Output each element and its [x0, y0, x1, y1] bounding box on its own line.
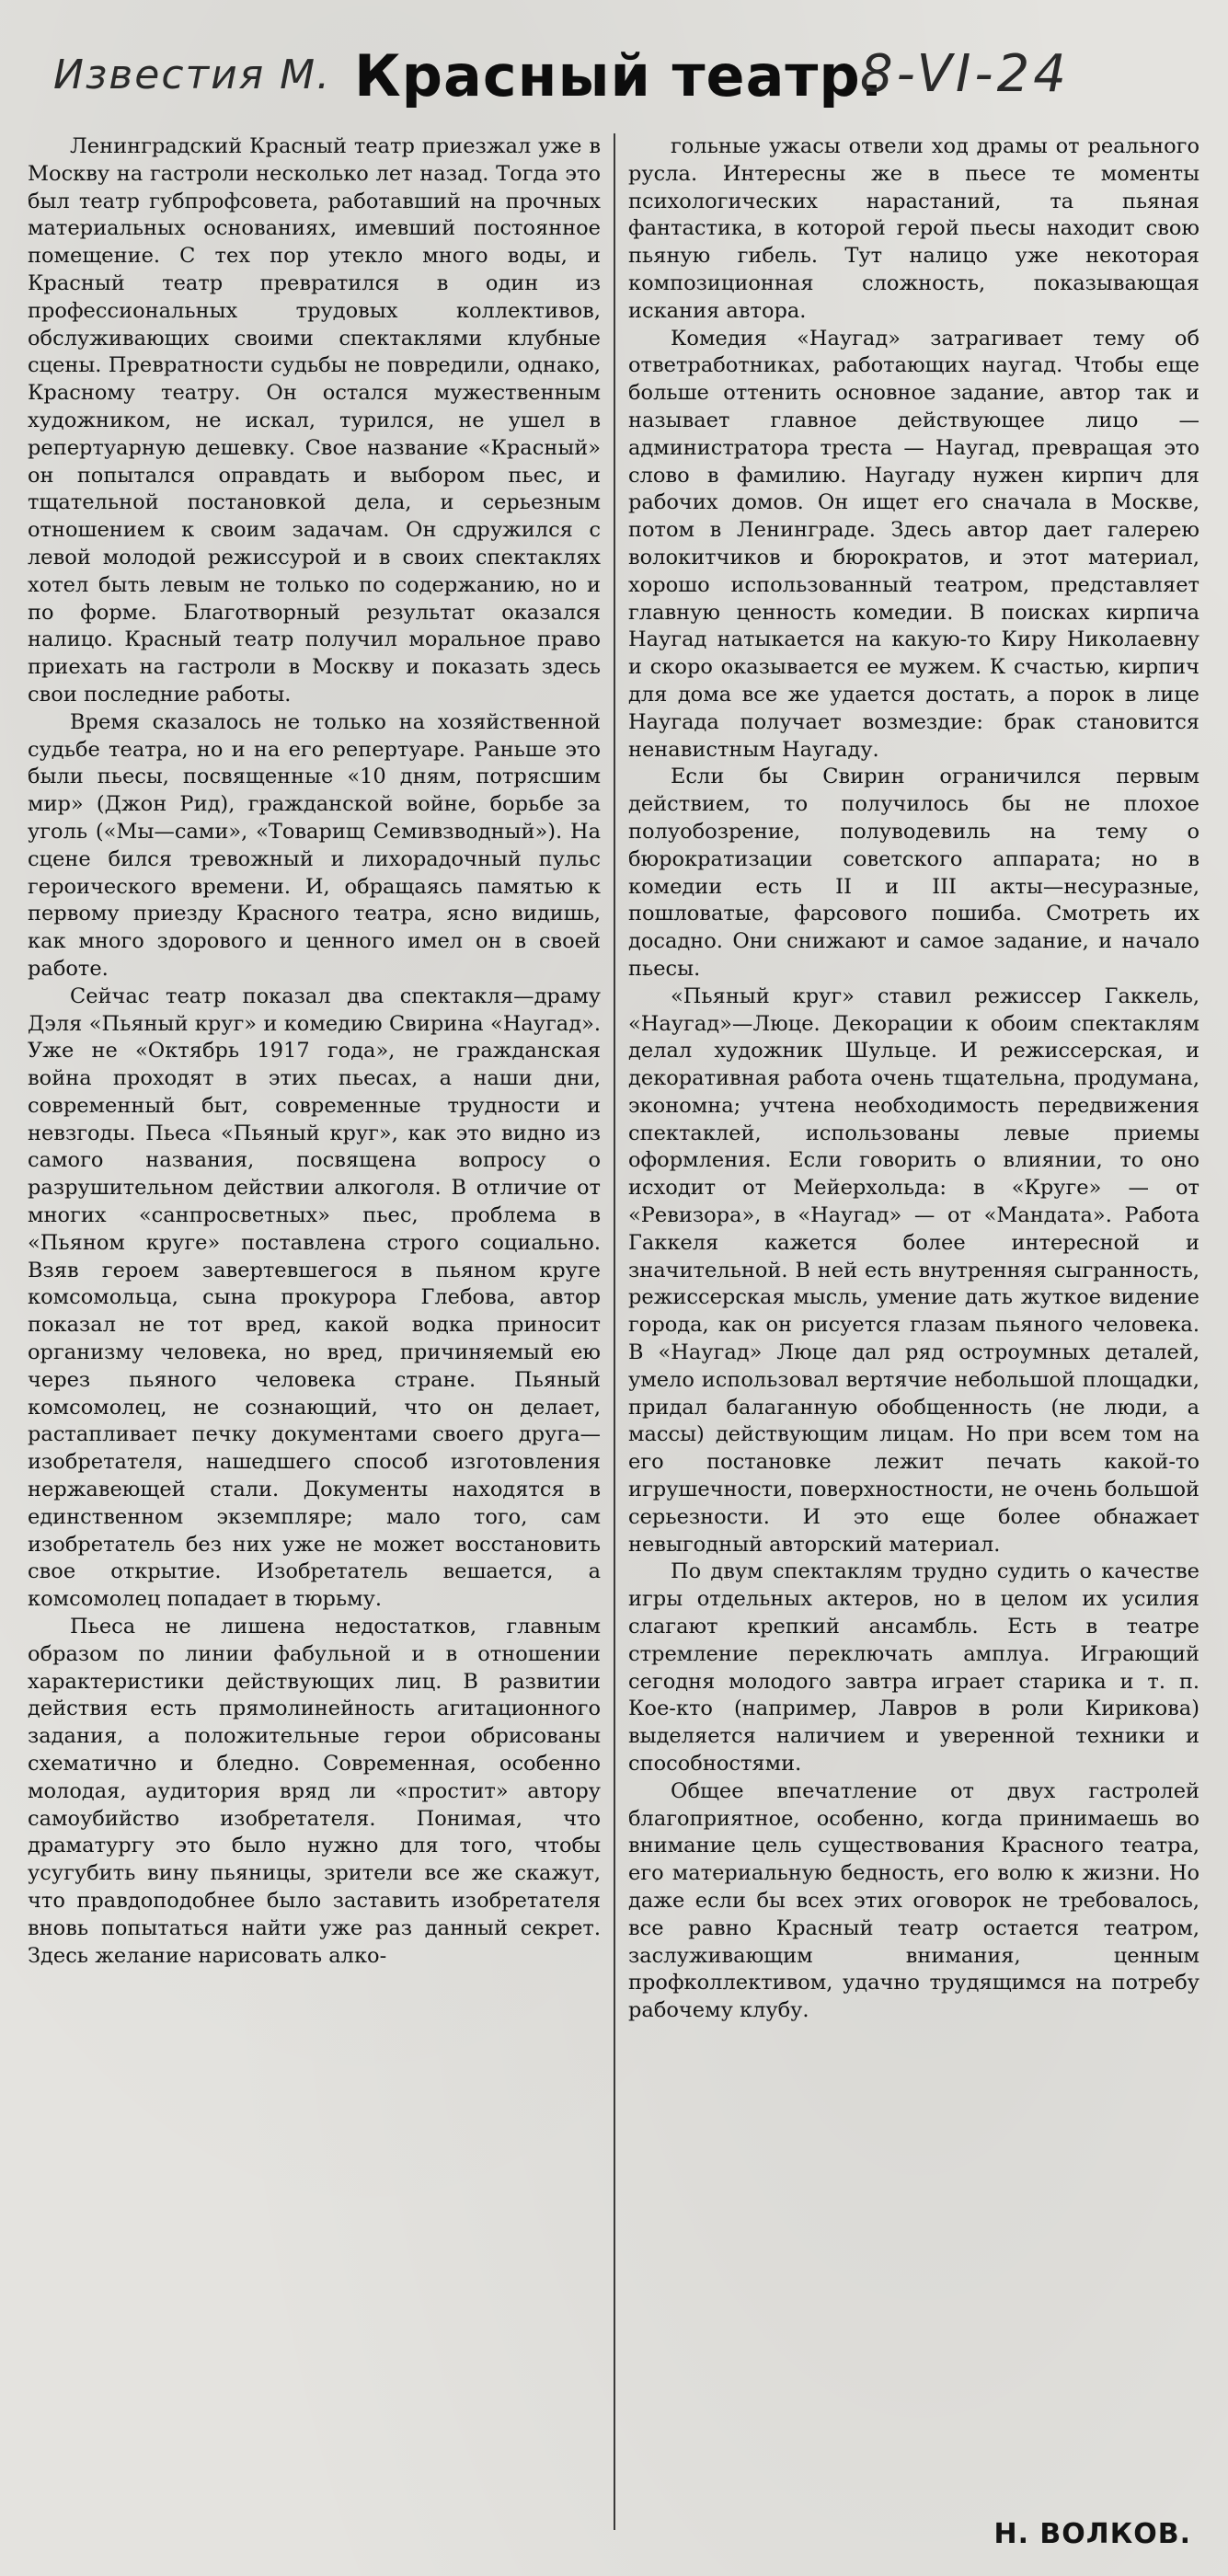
paragraph: Если бы Свирин ограничился первым действием, то получилось бы не плохое полуобозрение, полуводевиль на тему о бюрократизации советского аппарата; но в комедии есть II и III акты—несуразные, пошловатые, фарсового пошиба. Смотреть их досадно. Они снижают и самое задание, и начало пьесы.: [628, 765, 1199, 981]
article-title: Красный театр.: [354, 42, 884, 109]
paragraph: Время сказалось не только на хозяйственной судьбе театра, но и на его репертуаре. Раньше это были пьесы, посвященные «10 дням, потрясшим мир» (Джон Рид), гражданской войне, борьбе за уголь («Мы—сами», «Товарищ Семивзводный»). На сцене бился тревожный и лихорадочный пульс героического времени. И, обращаясь памятью к первому приезду Красного театра, ясно видишь, как много здорового и ценного имел он в своей работе.: [28, 709, 601, 981]
masthead: [0, 37, 1228, 138]
right-column: [614, 133, 1199, 2530]
paragraph: Сейчас театр показал два спектакля—драму Дэля «Пьяный круг» и комедию Свирина «Наугад». Уже не «Октябрь 1917 года», не гражданская война проходят в этих пьесах, а наши дни, современный быт, современные трудности и невзгоды. Пьеса «Пьяный круг», как это видно из самого названия, посвящена вопросу о разрушительном действии алкоголя. В отличие от многих «санпросветных» пьес, проблема в «Пьяном круге» поставлена строго социально. Взяв героем завертевшегося в пьяном круге комсомольца, сына прокурора Глебова, автор показал не тот вред, какой водка приносит организму человека, но вред, причиняемый ею через пьяного человека стране. Пьяный комсомолец, не сознающий, что он делает, растапливает печку документами своего друга—изобретателя, нашедшего способ изготовления нержавеющей стали. Документы находятся в единственном экземпляре; мало того, сам изобретатель без них уже не может восстановить свое открытие. Изобретатель вешается, а комсомолец попадает в тюрьму.: [28, 983, 601, 1612]
article-body: [28, 133, 1200, 2530]
paragraph: Общее впечатление от двух гастролей благоприятное, особенно, когда принимаешь во внимание цель существования Красного театра, его материальную бедность, его волю к жизни. Но даже если бы всех этих оговорок не требовалось, все равно Красный театр остается театром, заслуживающим внимания, ценным профколлективом, удачно трудящимся на потребу рабочему клубу.: [628, 1778, 1199, 2023]
handwritten-source-note: Известия М.: [53, 52, 332, 98]
left-column: [28, 133, 614, 2530]
paragraph: Пьеса не лишена недостатков, главным образом по линии фабульной и в отношении характеристики действующих лиц. В развитии действия есть прямолинейность агитационного задания, а положительные герои обрисованы схематично и бледно. Современная, особенно молодая, аудитория вряд ли «простит» автору самоубийство изобретателя. Понимая, что драматургу это было нужно для того, чтобы усугубить вину пьяницы, зрители все же скажут, что правдоподобнее было заставить изобретателя вновь попытаться найти уже раз данный секрет. Здесь желание нарисовать алко-: [28, 1615, 601, 1968]
paragraph: Комедия «Наугад» затрагивает тему об ответработниках, работающих наугад. Чтобы еще больше оттенить основное задание, автор так и называет главное действующее лицо — администратора треста — Наугад, превращая это слово в фамилию. Наугаду нужен кирпич для рабочих домов. Он ищет его сначала в Москве, потом в Ленинграде. Здесь автор дает галерею волокитчиков и бюрократов, и этот материал, хорошо использованный театром, представляет главную ценность комедии. В поисках кирпича Наугад натыкается на какую-то Киру Николаевну и скоро оказывается ее мужем. К счастью, кирпич для дома все же удается достать, а порок в лице Наугада получает возмездие: брак становится ненавистным Наугаду.: [628, 326, 1199, 762]
paragraph: гольные ужасы отвели ход драмы от реального русла. Интересны же в пьесе те моменты психологических нарастаний, та пьяная фантастика, в которой герой пьесы находит свою пьяную гибель. Тут налицо уже некоторая композиционная сложность, показывающая искания автора.: [628, 134, 1199, 323]
paragraph: По двум спектаклям трудно судить о качестве игры отдельных актеров, но в целом их усилия слагают крепкий ансамбль. Есть в театре стремление переключать амплуа. Играющий сегодня молодого завтра играет старика и т. п. Кое-кто (например, Лавров в роли Кирикова) выделяется наличием и уверенной техники и способностями.: [628, 1559, 1199, 1777]
author-signature: Н. ВОЛКОВ.: [993, 2518, 1191, 2550]
paragraph: Ленинградский Красный театр приезжал уже в Москву на гастроли несколько лет назад. Тогда это был театр губпрофсовета, работавший на прочных материальных основаниях, имевший постоянное помещение. С тех пор утекло много воды, и Красный театр превратился в один из профессиональных трудовых коллективов, обслуживающих своими спектаклями клубные сцены. Превратности судьбы не повредили, однако, Красному театру. Он остался мужественным художником, не искал, турился, не ушел в репертуарную дешевку. Свое название «Красный» он попытался оправдать и выбором пьес, и тщательной постановкой дела, и серьезным отношением к своим задачам. Он сдружился с левой молодой режиссурой и в своих спектаклях хотел быть левым не только по содержанию, но и по форме. Благотворный результат оказался налицо. Красный театр получил моральное право приехать на гастроли в Москву и показать здесь свои последние работы.: [28, 134, 601, 707]
paragraph: «Пьяный круг» ставил режиссер Гаккель, «Наугад»—Люце. Декорации к обоим спектаклям делал художник Шульце. И режиссерская, и декоративная работа очень тщательна, продумана, экономна; учтена необходимость передвижения спектаклей, использованы левые приемы оформления. Если говорить о влиянии, то оно исходит от Мейерхольда: в «Круге» — от «Ревизора», в «Наугад» — от «Мандата». Работа Гаккеля кажется более интересной и значительной. В ней есть внутренняя сыгранность, режиссерская мысль, умение дать жуткое видение города, как он рисуется глазам пьяного человека. В «Наугад» Люце дал ряд остроумных деталей, умело использовал вертячие небольшой площадки, придал балаганную обобщенность (не люди, а массы) действующим лицам. Но при всем том на его постановке лежит печать какой-то игрушечности, поверхностности, не очень большой серьезности. И это еще более обнажает невыгодный авторский материал.: [628, 983, 1199, 1557]
handwritten-date-note: 8-VI-24: [860, 44, 1070, 104]
